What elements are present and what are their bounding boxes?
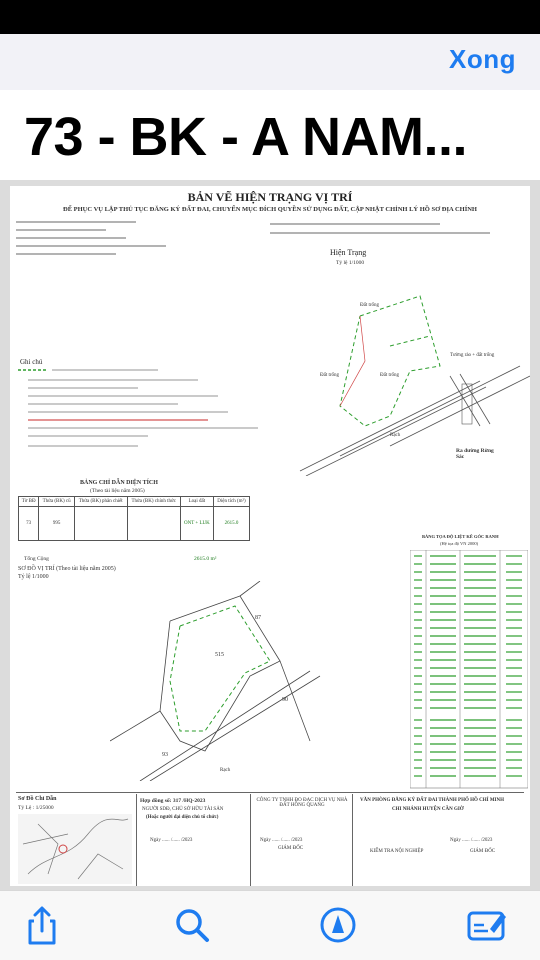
coord-table	[410, 550, 528, 790]
date-line: Ngày ...... /...... /2023	[260, 838, 303, 843]
total-value: 2615.0 m²	[194, 556, 217, 562]
table-header: Diện tích (m²)	[213, 497, 249, 507]
area-table-title: BẢNG CHỈ DẪN DIỆN TÍCH	[80, 480, 158, 486]
land-info-block	[270, 220, 520, 240]
drawing-heading: BẢN VẼ HIỆN TRẠNG VỊ TRÍ	[187, 190, 353, 204]
table-cell	[127, 507, 180, 541]
table-row	[19, 497, 250, 507]
edit-icon[interactable]	[464, 903, 508, 947]
footer-divider	[136, 794, 137, 886]
current-state-scale: Tỷ lệ 1/1000	[336, 260, 365, 266]
bottom-toolbar	[0, 890, 540, 960]
table-cell: 995	[39, 507, 75, 541]
contract-label: Hợp đồng số: 317 /HQ-2023	[140, 798, 206, 804]
date-line: Ngày ...... /...... /2023	[450, 838, 493, 843]
table-row	[19, 507, 250, 541]
guide-scale: Tỷ Lệ : 1/25000	[18, 805, 54, 811]
markup-icon[interactable]	[316, 903, 360, 947]
coord-table-subtitle: (Hệ tọa độ VN 2000)	[440, 541, 479, 546]
table-header: Thửa (BK) cũ	[39, 497, 75, 507]
road-direction-label: Ra đường Rừng Sác	[456, 448, 494, 460]
parcel-label: 87	[255, 615, 261, 621]
table-cell: ONT + LUK	[180, 507, 213, 541]
svg-text:Đất trống: Đất trống	[360, 303, 380, 308]
parcel-label: 93	[162, 752, 168, 758]
coord-table-title: BẢNG TỌA ĐỘ LIỆT KÊ GÓC RANH	[422, 534, 499, 539]
area-table-subtitle: (Theo tài liệu năm 2005)	[90, 488, 145, 494]
road-label: Rạch	[390, 433, 401, 438]
director-label: GIÁM ĐỐC	[470, 849, 496, 854]
office-label: VĂN PHÒNG ĐĂNG KÝ ĐẤT ĐAI THÀNH PHỐ HỒ CHÍ MINH	[360, 798, 504, 803]
status-bar	[0, 0, 540, 34]
guide-map	[18, 814, 132, 884]
check-label: KIỂM TRA NỘI NGHIỆP	[370, 849, 424, 854]
table-header: Thửa (BK) phân chiết	[74, 497, 127, 507]
current-state-label: Hiện Trạng	[330, 248, 367, 257]
location-plan-scale: Tỷ lệ 1/1000	[18, 574, 49, 580]
footer-divider	[250, 794, 251, 886]
table-header: Tờ BĐ	[19, 497, 39, 507]
branch-label: CHI NHÁNH HUYỆN CẦN GIỜ	[392, 807, 464, 812]
area-table	[18, 496, 250, 541]
guide-label: Sơ Đồ Chỉ Dẫn	[18, 796, 57, 802]
director-label: GIÁM ĐỐC	[278, 846, 304, 851]
share-icon[interactable]	[20, 903, 64, 947]
footer-divider	[352, 794, 353, 886]
road-label: Rạch	[220, 768, 231, 773]
survey-drawing-page	[10, 186, 530, 886]
current-state-map	[280, 276, 530, 476]
location-plan-label: SƠ ĐỒ VỊ TRÍ (Theo tài liệu năm 2005)	[18, 566, 116, 572]
total-label: Tổng Cộng	[24, 556, 49, 562]
notes-block	[18, 368, 278, 458]
company-label: CÔNG TY TNHH ĐO ĐẠC DỊCH VỤ NHÀ ĐẤT HỒNG QUANG	[256, 798, 348, 808]
document-title: 73 - BK - A NAM...	[24, 107, 468, 167]
owner-note: (Hoặc người đại diện chủ tổ chức)	[146, 815, 219, 820]
parcel-label: 90	[282, 697, 288, 703]
svg-text:Đất trống: Đất trống	[380, 373, 400, 378]
parcel-label: 515	[215, 652, 224, 658]
document-viewer[interactable]	[0, 180, 540, 890]
top-bar	[0, 34, 540, 90]
svg-text:Tường rào + đất trống: Tường rào + đất trống	[450, 353, 495, 358]
table-cell: 2615.0	[213, 507, 249, 541]
footer-divider	[16, 792, 524, 793]
owner-label: NGƯỜI SDĐ, CHỦ SỞ HỮU TÀI SẢN	[142, 807, 224, 812]
table-cell: 73	[19, 507, 39, 541]
table-cell	[74, 507, 127, 541]
table-header: Thửa (BK) chính thức	[127, 497, 180, 507]
notes-label: Ghi chú	[20, 358, 43, 366]
table-header: Loại đất	[180, 497, 213, 507]
svg-text:Đất trống: Đất trống	[320, 373, 340, 378]
info-block	[16, 218, 216, 268]
search-icon[interactable]	[170, 903, 214, 947]
drawing-subheading: ĐỂ PHỤC VỤ LẬP THỦ TỤC ĐĂNG KÝ ĐẤT ĐAI, CHUYỂN MỤC ĐÍCH QUYỀN SỬ DỤNG ĐẤT, CẬP NHẬT CHỈNH LÝ HỒ SƠ ĐỊA CHÍNH	[63, 206, 477, 213]
done-button[interactable]: Xong	[449, 44, 516, 74]
date-line: Ngày ...... /...... /2023	[150, 838, 193, 843]
location-plan-map	[110, 581, 400, 781]
